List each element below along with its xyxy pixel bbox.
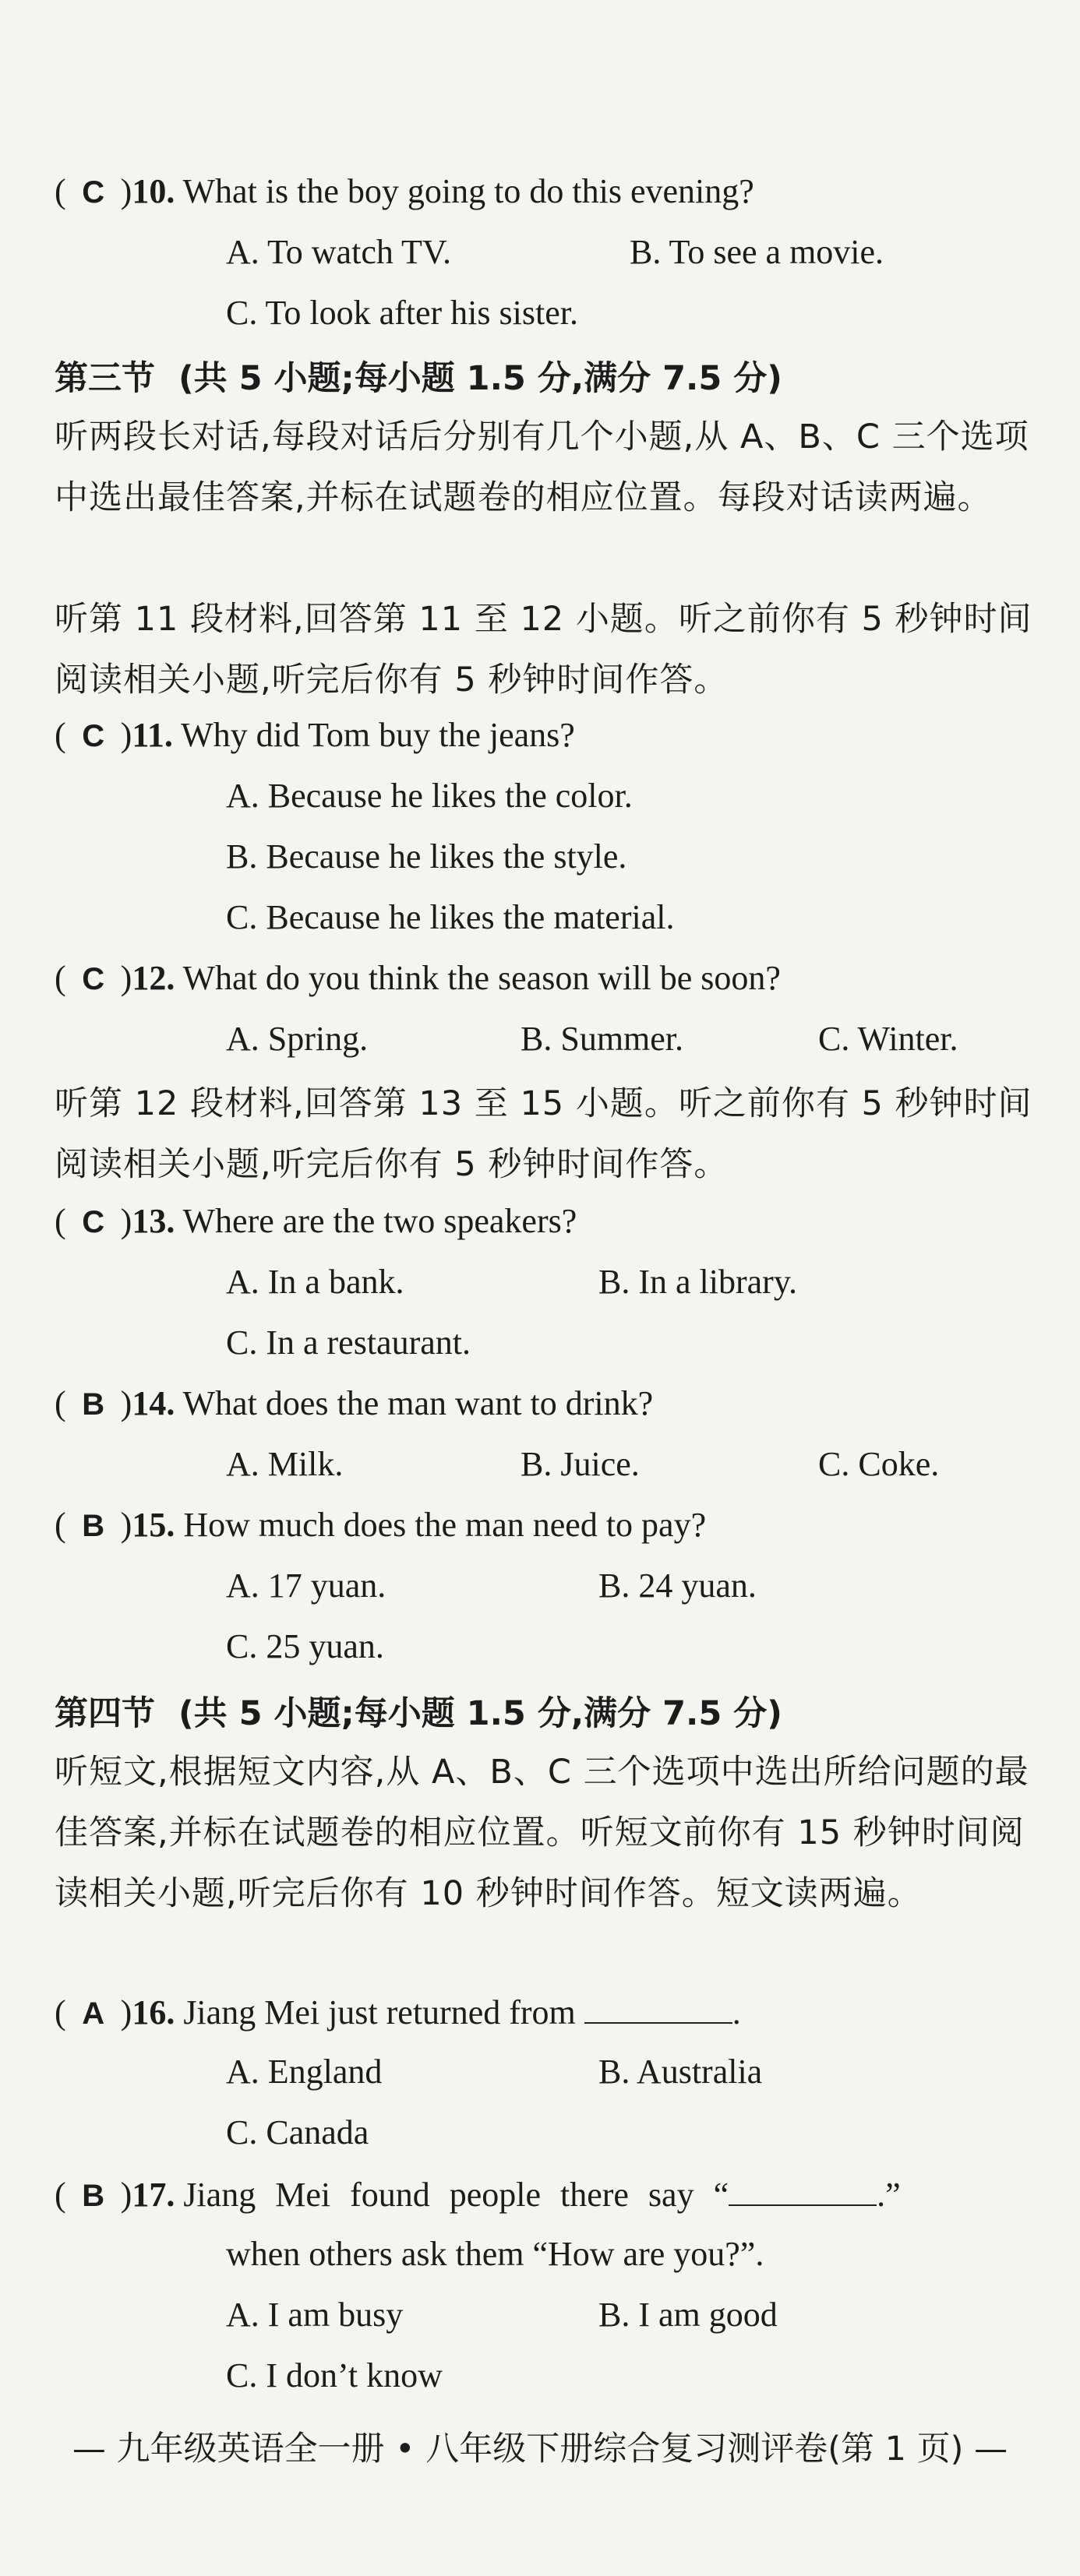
section-4-instructions: 听短文,根据短文内容,从 A、B、C 三个选项中选出所给问题的最佳答案,并标在试题卷的相应位置。听短文前你有 15 秒钟时间阅读相关小题,听完后你有 10 秒钟时间作答。短文读两遍。: [55, 1753, 1029, 1913]
option-13c: C. In a restaurant.: [226, 1323, 471, 1362]
section-4-heading: [55, 1687, 782, 1735]
option-10a: A. To watch TV.: [226, 233, 452, 271]
answer-blank: [729, 2173, 877, 2206]
question-number: 14.: [132, 1384, 175, 1422]
question-text: Why did Tom buy the jeans?: [181, 716, 575, 754]
answer-13: C: [82, 1205, 105, 1239]
option-14b: B. Juice.: [521, 1445, 640, 1483]
option-12c: C. Winter.: [818, 1020, 958, 1058]
option-11b: B. Because he likes the style.: [226, 837, 627, 876]
question-12: ( C )12. What do you think the season will be soon?: [55, 959, 781, 997]
option-11c: C. Because he likes the material.: [226, 898, 675, 936]
option-10c: C. To look after his sister.: [226, 294, 578, 332]
option-11a: A. Because he likes the color.: [226, 777, 633, 815]
option-17c: C. I don’t know: [226, 2356, 443, 2395]
option-16a: A. England: [226, 2053, 383, 2091]
paren-close: ): [120, 172, 132, 210]
question-16: ( A )16. Jiang Mei just returned from .: [55, 1991, 741, 2032]
section-3-instructions: 听两段长对话,每段对话后分别有几个小题,从 A、B、C 三个选项中选出最佳答案,并标在试题卷的相应位置。每段对话读两遍。: [55, 418, 1029, 517]
option-17a: A. I am busy: [226, 2296, 404, 2334]
question-text: Where are the two speakers?: [182, 1202, 577, 1240]
material-12-instructions: 听第 12 段材料,回答第 13 至 15 小题。听之前你有 5 秒钟时间阅读相关小题,听完后你有 5 秒钟时间作答。: [55, 1084, 1032, 1184]
material-11-instructions: 听第 11 段材料,回答第 11 至 12 小题。听之前你有 5 秒钟时间阅读相关小题,听完后你有 5 秒钟时间作答。: [55, 600, 1032, 700]
option-16c: C. Canada: [226, 2113, 369, 2151]
question-11: ( C )11. Why did Tom buy the jeans?: [55, 716, 575, 754]
question-text: Jiang Mei just returned from: [183, 1993, 576, 2032]
question-number: 13.: [132, 1202, 175, 1240]
question-10: [55, 171, 754, 211]
question-text: How much does the man need to pay?: [183, 1506, 707, 1544]
paren-open: (: [55, 172, 66, 210]
section-title: 第四节: [55, 1694, 155, 1733]
answer-blank: [584, 1991, 732, 2024]
option-15c: C. 25 yuan.: [226, 1627, 384, 1665]
section-3-heading: [55, 352, 782, 400]
question-number: 12.: [132, 959, 175, 997]
answer-14: B: [82, 1387, 105, 1422]
answer-16: A: [82, 1996, 105, 2031]
answer-11: C: [82, 719, 105, 753]
option-13a: A. In a bank.: [226, 1263, 404, 1301]
option-14a: A. Milk.: [226, 1445, 344, 1483]
section-note: (共 5 小题;每小题 1.5 分,满分 7.5 分): [178, 359, 782, 398]
question-text: What do you think the season will be soon?: [182, 959, 781, 997]
question-17: ( B )17. Jiang Mei found people there say “ .”: [55, 2173, 901, 2215]
answer-12: C: [82, 962, 105, 996]
section-note: (共 5 小题;每小题 1.5 分,满分 7.5 分): [178, 1694, 782, 1733]
question-number: 11.: [132, 716, 173, 754]
question-text: What does the man want to drink?: [182, 1384, 654, 1422]
section-title: 第三节: [55, 359, 155, 398]
question-number: 10.: [132, 172, 175, 210]
question-15: ( B )15. How much does the man need to pay?: [55, 1506, 707, 1544]
question-text: What is the boy going to do this evening?: [182, 172, 754, 210]
option-13b: B. In a library.: [598, 1263, 797, 1301]
question-17-line2: when others ask them “How are you?”.: [226, 2235, 764, 2273]
answer-15: B: [82, 1509, 105, 1543]
option-12b: B. Summer.: [521, 1020, 684, 1058]
option-12a: A. Spring.: [226, 1020, 369, 1058]
question-number: 16.: [132, 1993, 175, 2032]
question-14: ( B )14. What does the man want to drink?: [55, 1384, 654, 1422]
answer-10: C: [82, 175, 105, 210]
option-14c: C. Coke.: [818, 1445, 940, 1483]
question-13: ( C )13. Where are the two speakers?: [55, 1202, 577, 1240]
option-17b: B. I am good: [598, 2296, 778, 2334]
option-16b: B. Australia: [598, 2053, 763, 2091]
answer-17: B: [82, 2179, 105, 2213]
page-footer: — 九年级英语全一册 • 八年级下册综合复习测评卷(第 1 页) —: [72, 2430, 1008, 2469]
option-10b: B. To see a movie.: [630, 233, 884, 271]
question-number: 15.: [132, 1506, 175, 1544]
question-number: 17.: [132, 2176, 175, 2214]
question-text: Jiang Mei found people there say “: [183, 2176, 729, 2214]
option-15a: A. 17 yuan.: [226, 1566, 386, 1605]
option-15b: B. 24 yuan.: [598, 1566, 757, 1605]
